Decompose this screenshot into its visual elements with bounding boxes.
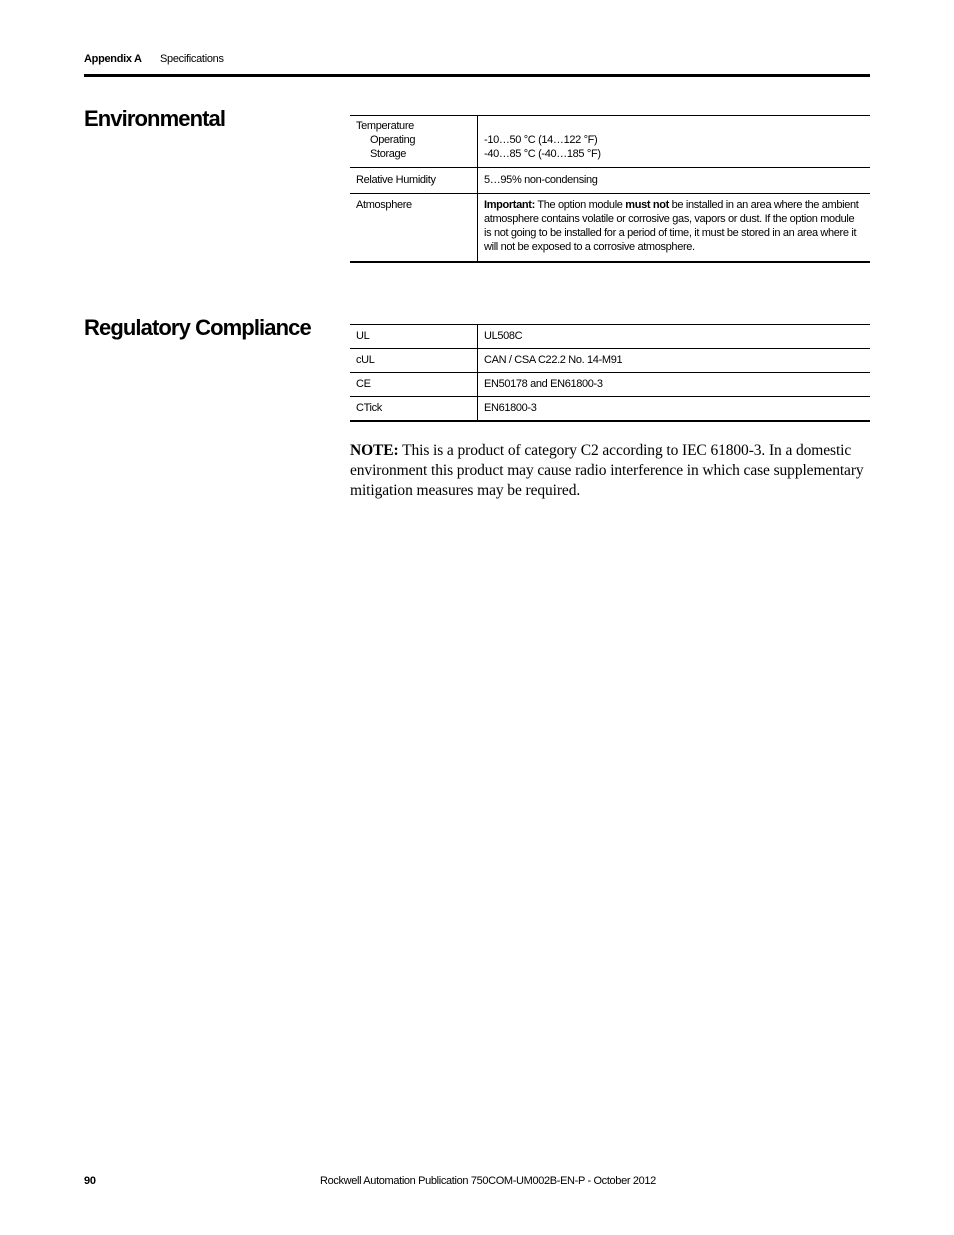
- table-row: [350, 349, 870, 373]
- ce-label: CE: [350, 373, 478, 397]
- ctick-value: EN61800-3: [478, 397, 871, 422]
- important-label: Important:: [484, 199, 535, 211]
- note-paragraph: [350, 441, 870, 501]
- operating-label: Operating: [370, 134, 416, 146]
- environmental-heading: Environmental: [84, 106, 226, 131]
- operating-temperature-value: -10…50 °C (14…122 °F): [484, 134, 598, 146]
- temperature-label: Temperature: [356, 120, 414, 132]
- ul-value: UL508C: [478, 325, 871, 349]
- ctick-label: CTick: [350, 397, 478, 422]
- atmosphere-label: Atmosphere: [350, 194, 478, 263]
- table-row: [350, 168, 870, 194]
- page-number: 90: [84, 1175, 96, 1187]
- regulatory-heading: Regulatory Compliance: [84, 315, 311, 340]
- environmental-table: [350, 115, 870, 263]
- storage-temperature-value: -40…85 °C (-40…185 °F): [484, 148, 601, 160]
- table-row: [350, 194, 870, 263]
- note-label: NOTE:: [350, 442, 399, 459]
- table-row: [350, 373, 870, 397]
- humidity-value: 5…95% non-condensing: [478, 168, 871, 194]
- cul-label: cUL: [350, 349, 478, 373]
- ul-label: UL: [350, 325, 478, 349]
- atmosphere-text-1: The option module: [534, 199, 626, 211]
- temperature-label-cell: [350, 116, 478, 168]
- atmosphere-text-2: be installed in an area where the ambient atmosphere contains volatile or corrosive gas, vapors or dust. If the option module is not going to be installed for a period of time, it must be stored in an area where it will not be exposed to a corrosive atmosphere.: [484, 199, 859, 253]
- table-row: [350, 116, 870, 168]
- ce-value: EN50178 and EN61800-3: [478, 373, 871, 397]
- table-row: [350, 325, 870, 349]
- appendix-label: Appendix A: [84, 53, 142, 65]
- humidity-label: Relative Humidity: [350, 168, 478, 194]
- page-header: [84, 53, 870, 73]
- regulatory-table: [350, 324, 870, 422]
- storage-label: Storage: [370, 148, 407, 160]
- temperature-value-cell: [478, 116, 871, 168]
- table-row: [350, 397, 870, 422]
- cul-value: CAN / CSA C22.2 No. 14-M91: [478, 349, 871, 373]
- must-not-emphasis: must not: [625, 199, 669, 211]
- note-text: This is a product of category C2 according to IEC 61800-3. In a domestic environment this product may cause radio interference in which case supplementary mitigation measures may be required.: [350, 442, 864, 499]
- header-rule: [84, 74, 870, 77]
- atmosphere-value: [478, 194, 871, 263]
- publication-footer: Rockwell Automation Publication 750COM-UM002B-EN-P - October 2012: [320, 1175, 656, 1187]
- section-label: Specifications: [160, 53, 224, 65]
